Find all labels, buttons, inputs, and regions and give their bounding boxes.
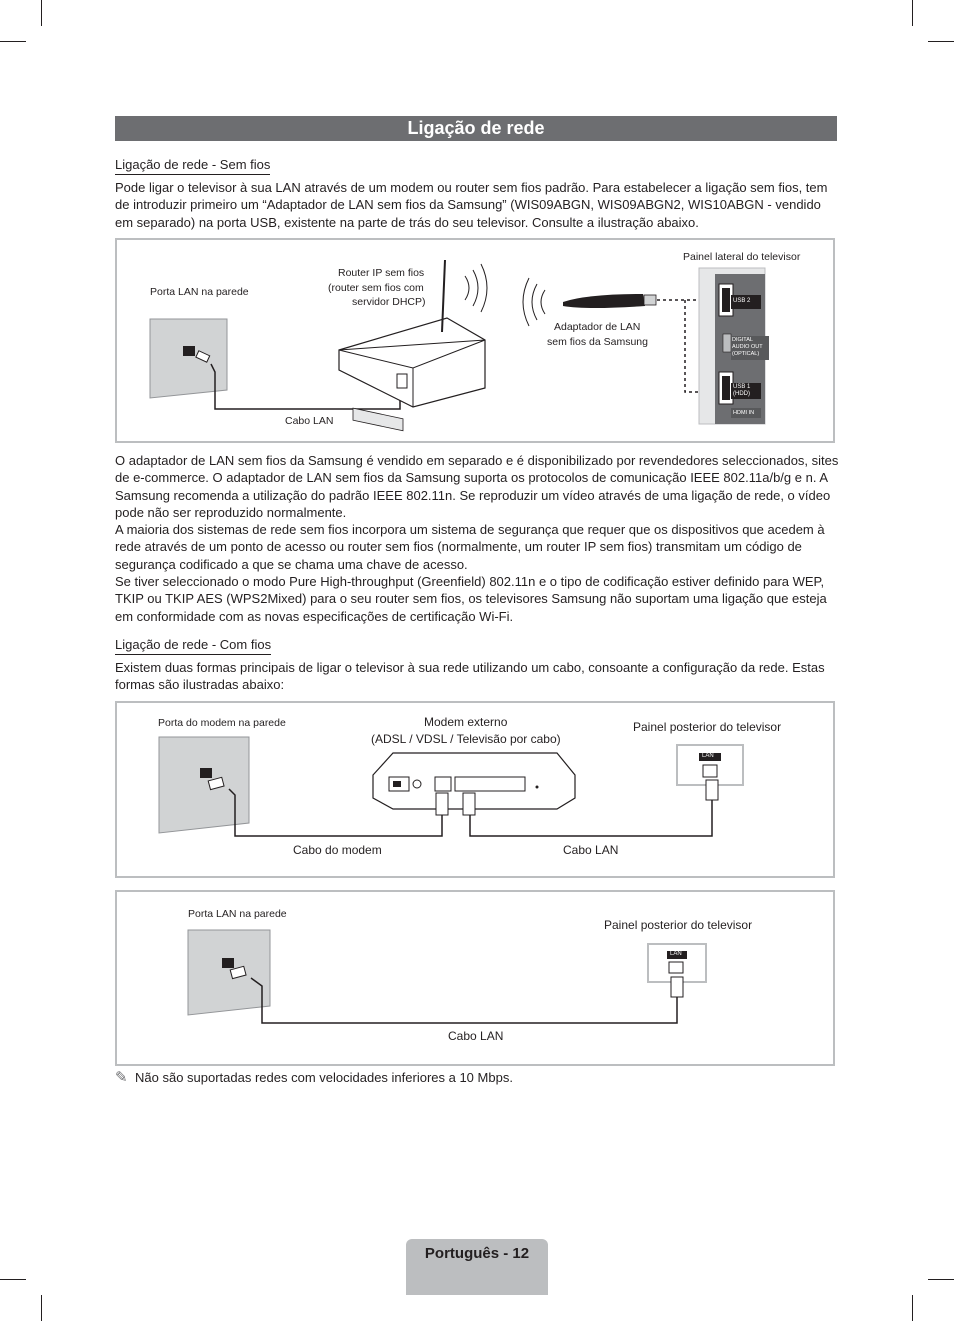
wireless-diagram (115, 238, 835, 443)
crop-mark (0, 41, 26, 42)
wall-port-label: Porta do modem na parede (158, 717, 286, 729)
modem-cable-label: Cabo do modem (293, 843, 382, 857)
adapter-label-2: sem fios da Samsung (547, 336, 648, 348)
crop-mark (41, 0, 42, 26)
lan-cable-label: Cabo LAN (563, 843, 619, 857)
port-hdmi-label: HDMI IN (733, 410, 755, 416)
router-label-3: servidor DHCP) (352, 296, 426, 308)
wired-heading: Ligação de rede - Com fios (115, 637, 271, 655)
wired-wall-diagram (115, 890, 835, 1066)
port-audio-label-1: DIGITAL (732, 337, 753, 343)
port-usb1-label-2: (HDD) (733, 391, 750, 397)
router-body (339, 318, 485, 407)
crop-mark (912, 1295, 913, 1321)
crop-mark (928, 1279, 954, 1280)
wireless-adapter (563, 294, 645, 308)
crop-mark (0, 1279, 26, 1280)
router-plug (397, 374, 407, 388)
lan-cable-label: Cabo LAN (285, 415, 334, 427)
page-number: Português - 12 (424, 1245, 530, 1262)
router-label-2: (router sem fios com (328, 282, 424, 294)
port-usb2-label: USB 2 (733, 298, 751, 304)
tv-rear-panel-label: Painel posterior do televisor (633, 720, 782, 734)
note (115, 1069, 513, 1086)
pencil-icon: ✎ (115, 1069, 128, 1086)
port-audio-label-3: (OPTICAL) (732, 351, 760, 357)
wireless-para-3: Se tiver seleccionado o modo Pure High-throughput (Greenfield) 802.11n e o tipo de codificação estiver definido para WEP, TKIP ou TKIP AES (WPS2Mixed) para o seu router sem fios, os televisores Samsung não suportam uma ligação que esteja em conformidade com as novas especificações de certificação Wi-Fi. (115, 574, 827, 624)
modem-label-2: (ADSL / VDSL / Televisão por cabo) (371, 732, 561, 746)
crop-mark (41, 1295, 42, 1321)
lan-cable-line (251, 978, 677, 1023)
router-label-1: Router IP sem fios (338, 267, 425, 279)
port-lan-label: LAN (670, 951, 682, 957)
page-footer (406, 1239, 548, 1295)
tv-rear-panel-label: Painel posterior do televisor (604, 918, 753, 932)
wireless-intro: Pode ligar o televisor à sua LAN através de um modem ou router sem fios padrão. Para estabelecer a ligação sem fios, tem de introduzir primeiro um “Adaptador de LAN sem fios da Samsung” (WIS09ABGN, WIS09ABGN2, WIS10ABGN - vendido em separado) na porta USB, existente na parte de trás do seu televisor. Consulte a ilustração abaixo. (115, 180, 828, 230)
wired-modem-diagram (115, 701, 835, 878)
port-audio-label-2: AUDIO OUT (732, 344, 763, 350)
wireless-heading: Ligação de rede - Sem fios (115, 157, 270, 175)
wall-lan-socket (222, 958, 234, 968)
wireless-para-1: O adaptador de LAN sem fios da Samsung é vendido em separado e é disponibilizado por revendedores seleccionados, sites de e-commerce. O adaptador de LAN sem fios da Samsung suporta os protocolos de comunicação IEEE 802.11a/b/g e n. A Samsung recomenda a utilização do padrão IEEE 802.11n. Se reproduzir um vídeo através de uma ligação de rede, o vídeo pode não ser reproduzido normalmente. (115, 453, 839, 521)
tv-side-panel-label: Painel lateral do televisor (683, 251, 801, 263)
adapter-label-1: Adaptador de LAN (554, 321, 641, 333)
note-text: Não são suportadas redes com velocidades inferiores a 10 Mbps. (135, 1070, 513, 1085)
wireless-diagram-art (117, 240, 837, 445)
wireless-para-2: A maioria dos sistemas de rede sem fios incorpora um sistema de segurança que requer que os dispositivos que acedem à rede através de um ponto de acesso ou router sem fios (normalmente, um router IP sem fios) transmitam um código de segurança codificado a que se chama uma chave de acesso. (115, 522, 825, 572)
wall-port-label: Porta LAN na parede (150, 286, 249, 298)
modem-label-1: Modem externo (424, 715, 508, 729)
port-usb1-label-1: USB 1 (733, 384, 751, 390)
section-title: Ligação de rede (115, 116, 837, 141)
wall-modem-socket (200, 768, 212, 778)
wall-panel (188, 930, 270, 1015)
wired-intro: Existem duas formas principais de ligar o televisor à sua rede utilizando um cabo, consoante a configuração da rede. Estas formas são ilustradas abaixo: (115, 660, 825, 693)
lan-cable-label: Cabo LAN (448, 1029, 504, 1043)
wall-port-label: Porta LAN na parede (188, 908, 287, 920)
crop-mark (928, 41, 954, 42)
crop-mark (912, 0, 913, 26)
port-lan-label: LAN (702, 753, 714, 759)
wall-lan-socket (183, 346, 195, 356)
